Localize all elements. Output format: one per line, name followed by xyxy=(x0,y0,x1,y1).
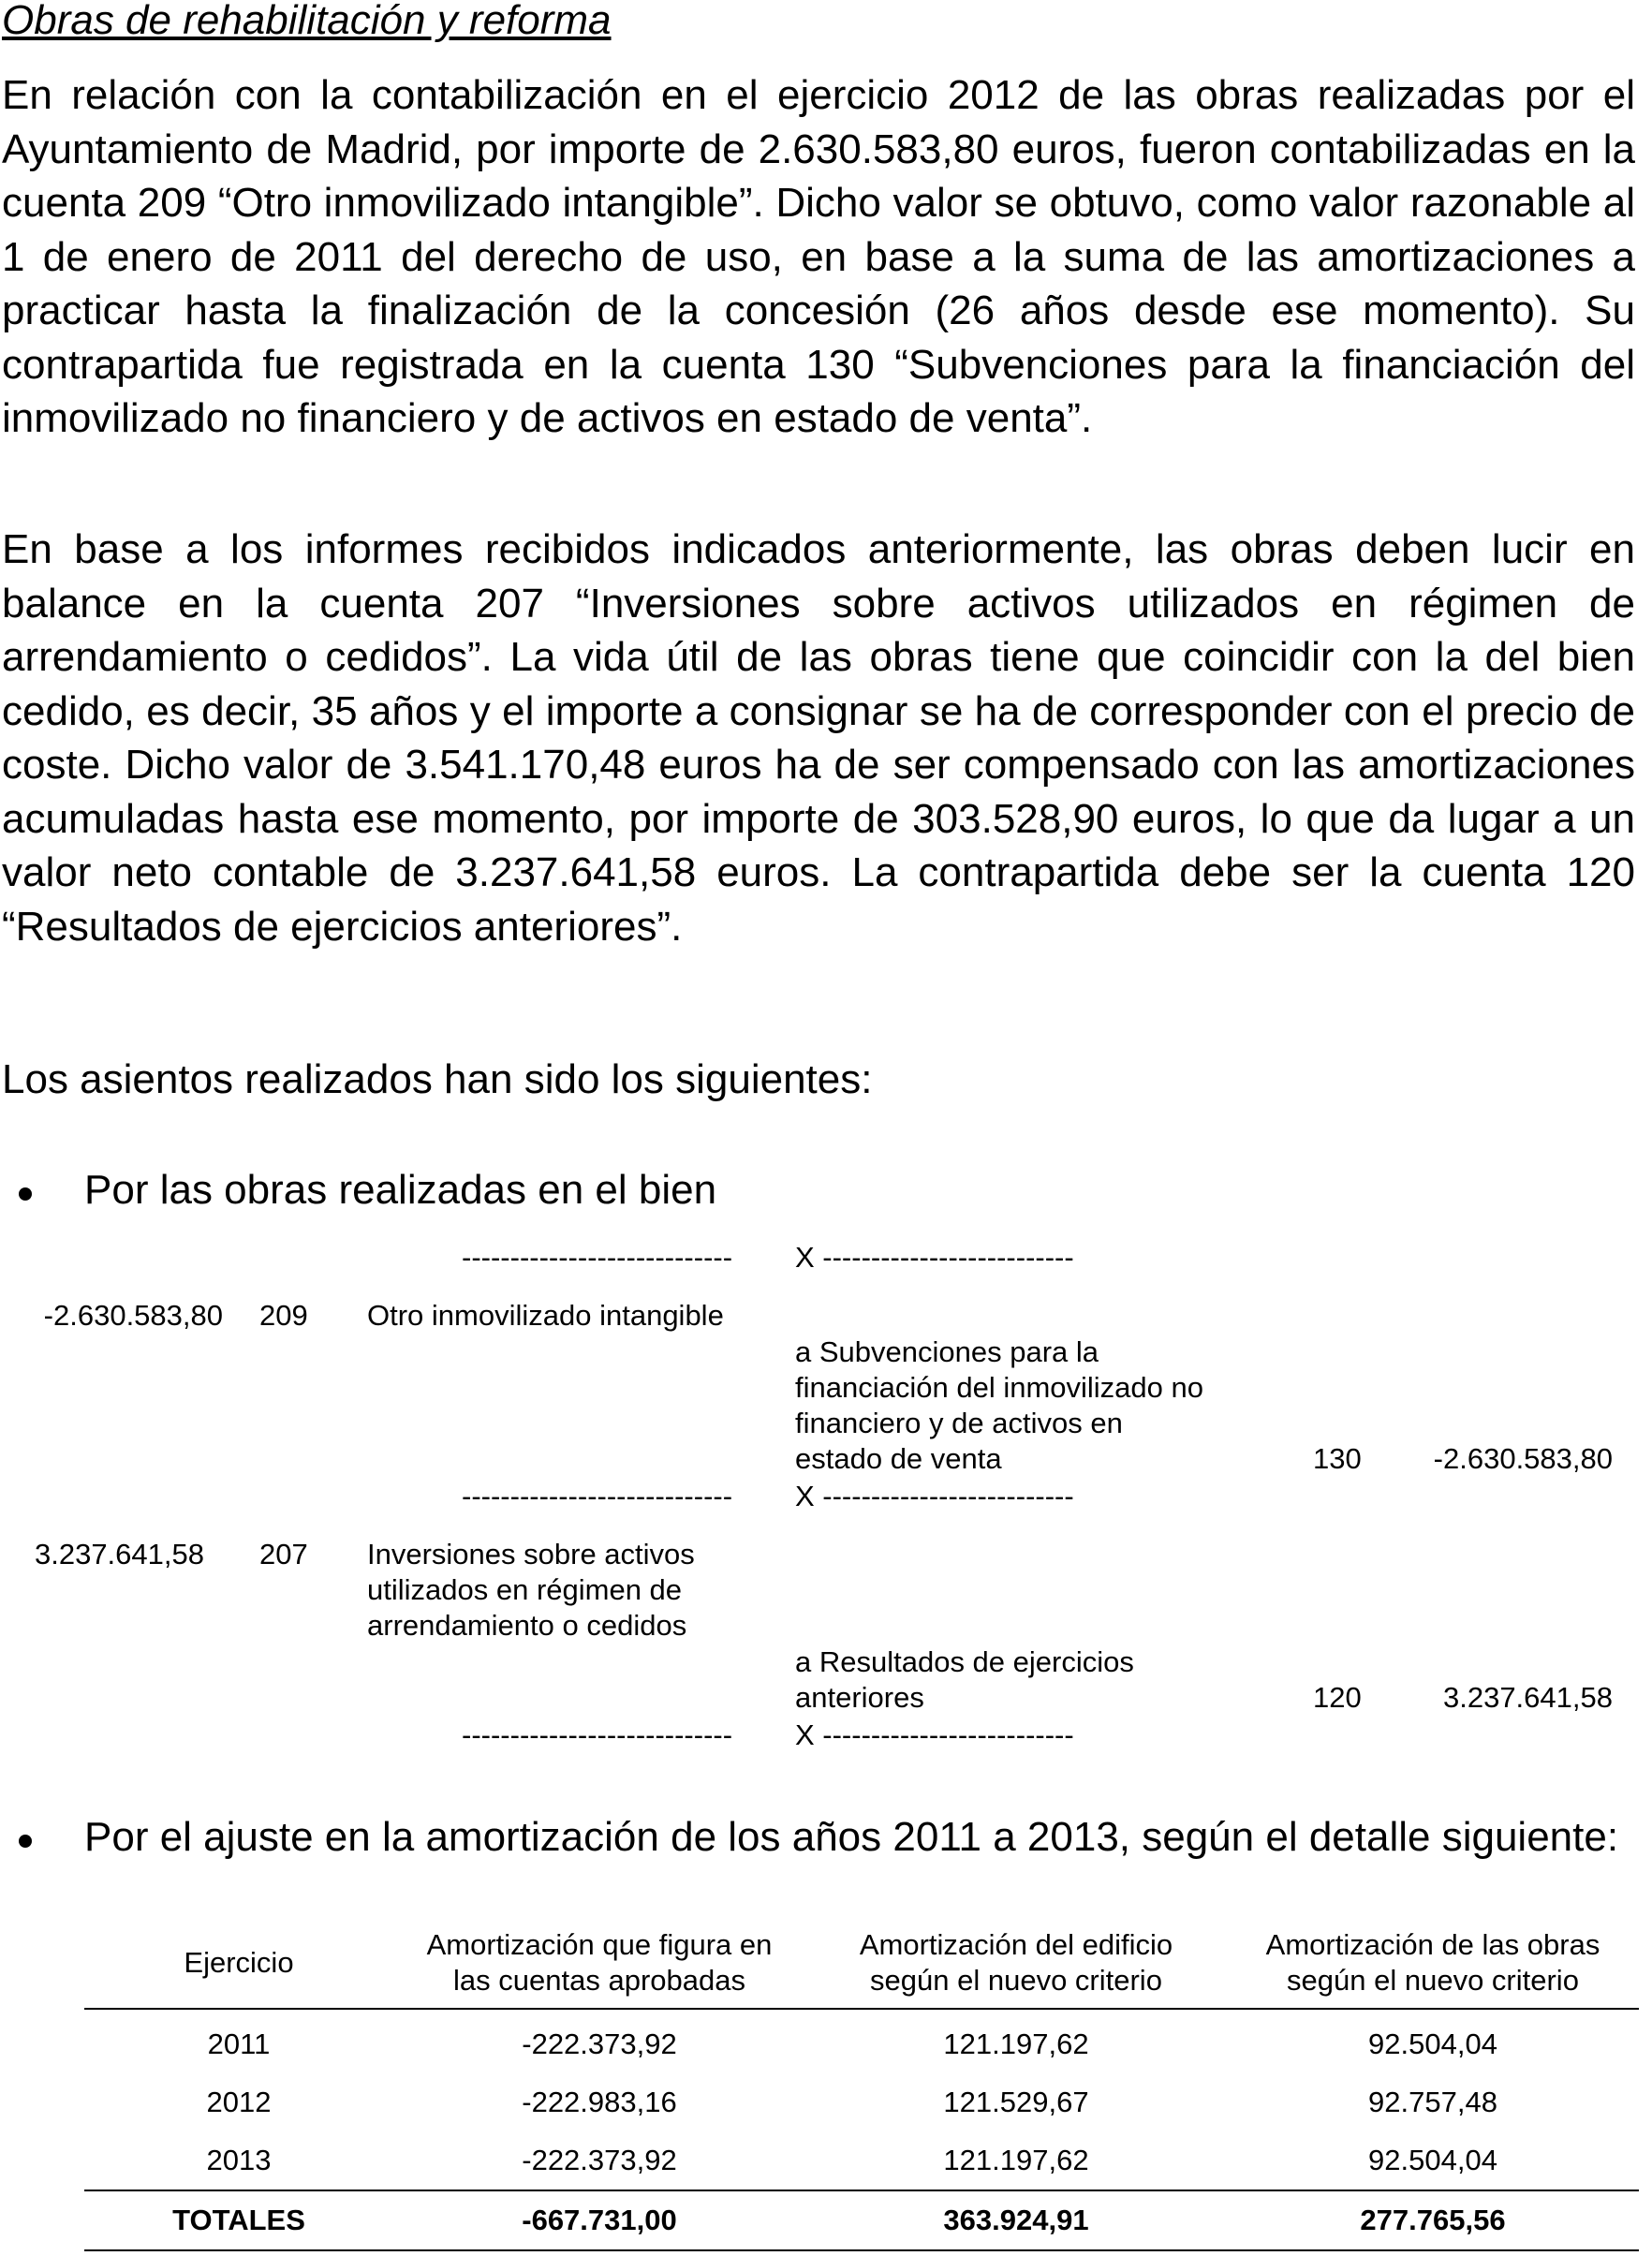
cell-works: 92.504,04 xyxy=(1368,2144,1497,2176)
header-amort-approved: Amortización que figura en las cuentas aprobadas xyxy=(393,1922,805,2009)
entry2-credit-amount: 3.237.641,58 xyxy=(1442,1681,1613,1714)
table-row xyxy=(84,2073,1639,2131)
journal-separator-right: X -------------------------- xyxy=(795,1241,1074,1274)
entry1-debit-name: Otro inmovilizado intangible xyxy=(367,1299,724,1332)
entry2-credit-account: 120 xyxy=(1313,1681,1362,1714)
journal-separator-right: X -------------------------- xyxy=(795,1718,1074,1751)
table-row xyxy=(84,2009,1639,2073)
table-header-row xyxy=(84,1922,1639,2009)
entry1-debit-amount: -2.630.583,80 xyxy=(43,1299,223,1332)
journal-separator-right: X -------------------------- xyxy=(795,1480,1074,1512)
cell-approved: -222.373,92 xyxy=(522,2144,677,2176)
entry1-debit-account: 209 xyxy=(259,1299,308,1332)
paragraph-reports: En base a los informes recibidos indicados anteriormente, las obras deben lucir en balance en la cuenta 207 “Inversiones sobre activos utilizados en régimen de arrendamiento o cedidos”. La vida útil de las obras tiene que coincidir con la del bien cedido, es decir, 35 años y el importe a consignar se ha de corresponder con el precio de coste. Dicho valor de 3.541.170,48 euros ha de ser compensado con las amortizaciones acumuladas hasta ese momento, por importe de 303.528,90 euros, lo que da lugar a un valor neto contable de 3.237.641,58 euros. La contrapartida debe ser la cuenta 120 “Resultados de ejercicios anteriores”. xyxy=(2,526,1635,950)
journal-separator-left: ---------------------------- xyxy=(462,1241,733,1274)
cell-building: 121.197,62 xyxy=(943,2027,1089,2060)
paragraph-accounting-2012: En relación con la contabilización en el ejercicio 2012 de las obras realizadas por el Ayuntamiento de Madrid, por importe de 2.630.583,80 euros, fueron contabilizadas en la cuenta 209 “Otro inmovilizado intangible”. Dicho valor se obtuvo, como valor razonable al 1 de enero de 2011 del derecho de uso, en base a la suma de las amortizaciones a practicar hasta la finalización de la concesión (26 años desde ese momento). Su contrapartida fue registrada en la cuenta 130 “Subvenciones para la financiación del inmovilizado no financiero y de activos en estado de venta”. xyxy=(2,72,1635,441)
totals-building: 363.924,91 xyxy=(805,2190,1227,2250)
entry1-credit-amount: -2.630.583,80 xyxy=(1433,1442,1613,1475)
totals-label: TOTALES xyxy=(84,2190,393,2250)
cell-approved: -222.373,92 xyxy=(522,2027,677,2060)
totals-approved: -667.731,00 xyxy=(393,2190,805,2250)
section-heading: Obras de rehabilitación y reforma xyxy=(2,0,612,43)
entry1-credit-account: 130 xyxy=(1313,1442,1362,1475)
header-amort-works: Amortización de las obras según el nuevo criterio xyxy=(1227,1922,1639,2009)
bullet-amortization: Por el ajuste en la amortización de los años 2011 a 2013, según el detalle siguiente: xyxy=(84,1814,1619,1860)
table-row xyxy=(84,2131,1639,2190)
entry2-debit-amount: 3.237.641,58 xyxy=(34,1538,204,1570)
cell-year: 2012 xyxy=(206,2086,272,2118)
entry1-credit-name: a Subvenciones para la financiación del inmovilizado no financiero y de activos en estado de venta xyxy=(795,1335,1203,1475)
cell-year: 2013 xyxy=(206,2144,272,2176)
header-amort-building: Amortización del edificio según el nuevo criterio xyxy=(805,1922,1227,2009)
cell-works: 92.504,04 xyxy=(1368,2027,1497,2060)
cell-building: 121.529,67 xyxy=(943,2086,1089,2118)
totals-works: 277.765,56 xyxy=(1227,2190,1639,2250)
cell-year: 2011 xyxy=(207,2027,271,2060)
entry2-debit-name: Inversiones sobre activos utilizados en régimen de arrendamiento o cedidos xyxy=(367,1538,695,1642)
paragraph-entries-intro: Los asientos realizados han sido los siguientes: xyxy=(2,1056,873,1102)
journal-separator-left: ---------------------------- xyxy=(462,1480,733,1512)
table-totals-row xyxy=(84,2190,1639,2250)
cell-building: 121.197,62 xyxy=(943,2144,1089,2176)
cell-approved: -222.983,16 xyxy=(522,2086,677,2118)
amortization-table xyxy=(84,1922,1639,2251)
header-ejercicio: Ejercicio xyxy=(84,1922,393,2009)
entry2-credit-name: a Resultados de ejercicios anteriores xyxy=(795,1645,1134,1714)
bullet-works: Por las obras realizadas en el bien xyxy=(84,1167,717,1213)
entry2-debit-account: 207 xyxy=(259,1538,308,1570)
bullet-dot-icon xyxy=(19,1187,32,1201)
cell-works: 92.757,48 xyxy=(1368,2086,1497,2118)
journal-separator-left: ---------------------------- xyxy=(462,1718,733,1751)
bullet-dot-icon xyxy=(19,1835,32,1848)
